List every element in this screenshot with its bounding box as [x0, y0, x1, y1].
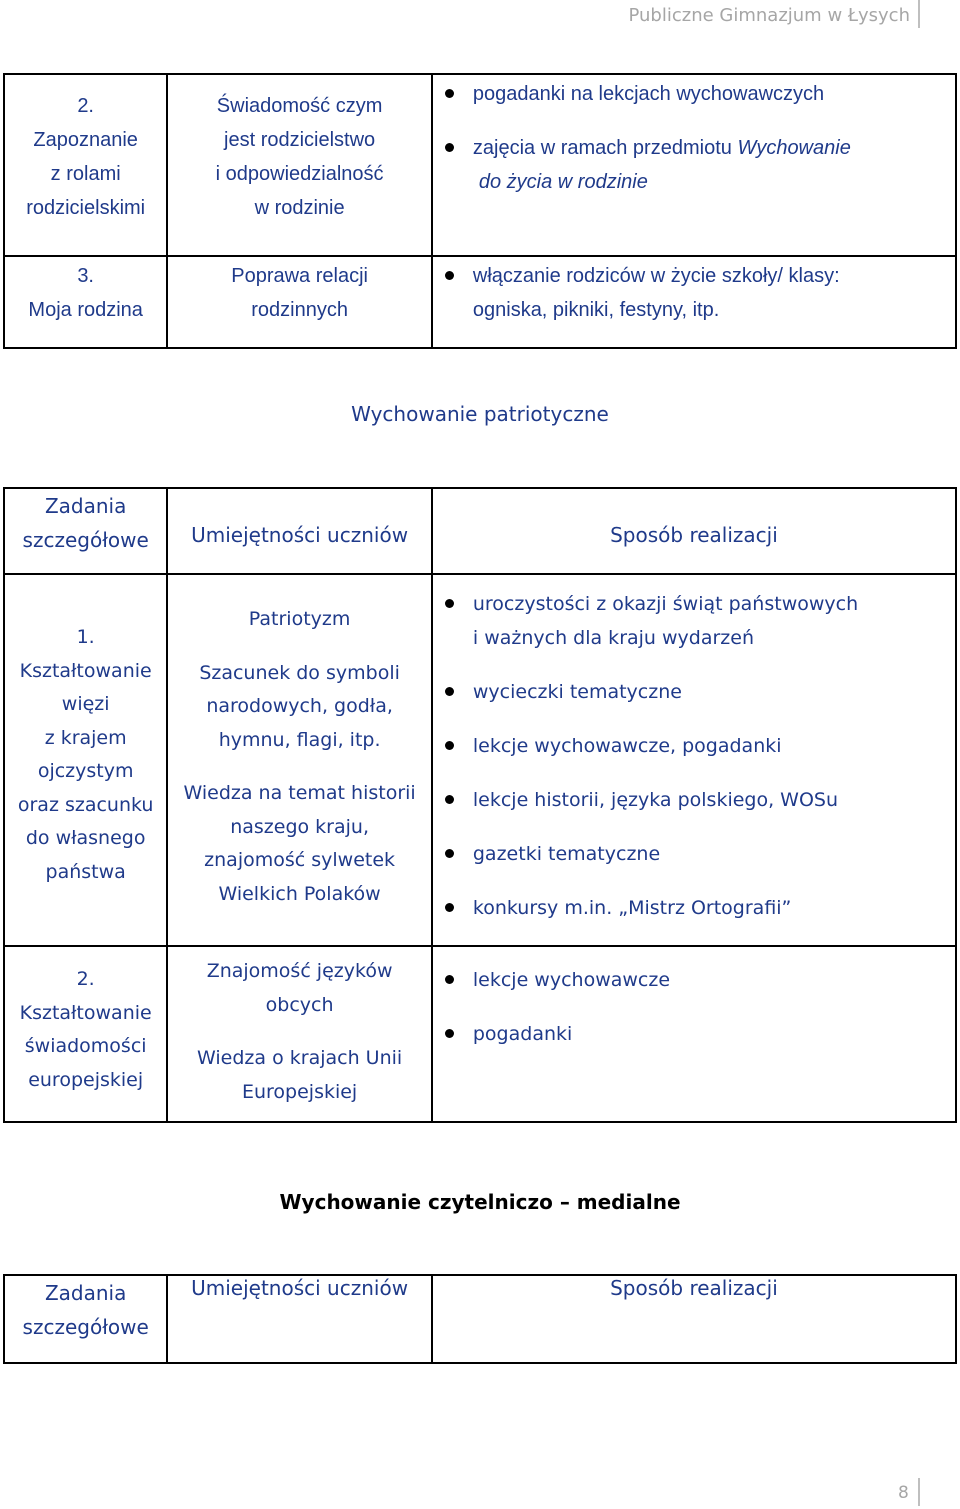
method-text: włączanie rodziców w życie szkoły/ klasy:: [472, 265, 840, 287]
method-text: i ważnych dla kraju wydarzeń: [472, 627, 755, 649]
task-line: Zapoznanie: [33, 129, 138, 151]
header-cell-skills: Umiejętności uczniów: [167, 1275, 432, 1363]
list-item: [433, 131, 955, 199]
task-line: oraz szacunku: [17, 793, 154, 816]
skills-line: obcych: [265, 993, 334, 1016]
list-item: konkursy m.in. „Mistrz Ortografii”: [433, 891, 955, 925]
method-italic: do życia w rodzinie: [478, 171, 648, 193]
task-line: Kształtowanie: [19, 1001, 152, 1024]
task-number: 2.: [76, 968, 95, 990]
skills-line: w rodzinie: [254, 197, 345, 219]
skills-line: Wielkich Polaków: [218, 882, 381, 905]
family-roles-table: [3, 73, 957, 349]
patriotic-table: [3, 487, 957, 1123]
table-header-row: [4, 488, 956, 574]
skills-line: Świadomość czym: [216, 95, 383, 117]
page-number: 8: [898, 1483, 909, 1503]
footer-divider: [918, 1478, 920, 1506]
task-line: rodzicielskimi: [26, 197, 146, 219]
header-cell-skills: Umiejętności uczniów: [167, 488, 432, 574]
task-line: ojczystym: [37, 760, 134, 782]
task-line: państwa: [45, 860, 126, 883]
skills-line: Wiedza na temat historii: [183, 782, 416, 804]
skills-line: hymnu, flagi, itp.: [218, 728, 381, 751]
section-title-media: Wychowanie czytelniczo – medialne: [279, 1190, 681, 1214]
header-cell-methods: Sposób realizacji: [432, 1275, 956, 1363]
list-item: gazetki tematyczne: [433, 837, 955, 871]
list-item: lekcje historii, języka polskiego, WOSu: [433, 783, 955, 817]
task-number: 1.: [76, 626, 95, 648]
task-line: z rolami: [50, 163, 121, 185]
task-line: europejskiej: [28, 1068, 144, 1091]
skills-cell: [167, 74, 432, 256]
media-table: [3, 1274, 957, 1364]
method-text: ogniska, pikniki, festyny, itp.: [472, 299, 720, 321]
methods-list: [433, 77, 955, 199]
method-italic: Wychowanie: [737, 137, 851, 159]
header-label: Zadania: [44, 494, 127, 518]
list-item: wycieczki tematyczne: [433, 675, 955, 709]
task-line: więzi: [61, 693, 110, 715]
table-row: [4, 574, 956, 946]
task-cell: [4, 574, 167, 946]
task-line: z krajem: [44, 726, 127, 749]
task-line: Kształtowanie: [19, 659, 152, 682]
task-cell: [4, 256, 167, 348]
task-number: 2.: [77, 95, 94, 117]
task-cell: [4, 946, 167, 1122]
methods-list: [433, 963, 955, 1051]
task-line: Moja rodzina: [28, 299, 143, 321]
skills-line: Wiedza o krajach Unii: [197, 1047, 403, 1069]
list-item: pogadanki na lekcjach wychowawczych: [433, 77, 955, 111]
table-row: [4, 74, 956, 256]
list-item: [433, 587, 955, 655]
table-header-row: [4, 1275, 956, 1363]
methods-cell: [432, 74, 956, 256]
header-label: szczegółowe: [22, 528, 149, 552]
section-title-patriotic: Wychowanie patriotyczne: [351, 402, 609, 426]
skills-heading: Patriotyzm: [248, 608, 351, 630]
list-item: pogadanki: [433, 1017, 955, 1051]
skills-line: Znajomość języków: [206, 960, 393, 982]
list-item: lekcje wychowawcze: [433, 963, 955, 997]
header-cell-tasks: [4, 488, 167, 574]
header-label: szczegółowe: [22, 1315, 149, 1339]
skills-cell: [167, 256, 432, 348]
list-item: [433, 259, 955, 327]
method-text: uroczystości z okazji świąt państwowych: [472, 593, 859, 615]
methods-list: [433, 587, 955, 925]
table-row: [4, 256, 956, 348]
methods-cell: [432, 574, 956, 946]
skills-line: jest rodzicielstwo: [224, 129, 376, 151]
header-cell-methods: Sposób realizacji: [432, 488, 956, 574]
header-divider: [918, 0, 920, 28]
skills-line: Europejskiej: [241, 1080, 358, 1103]
skills-line: Szacunek do symboli: [199, 661, 400, 684]
header-cell-tasks: [4, 1275, 167, 1363]
skills-cell: [167, 946, 432, 1122]
method-text: zajęcia w ramach przedmiotu: [472, 137, 732, 159]
task-number: 3.: [77, 265, 94, 287]
skills-line: i odpowiedzialność: [215, 163, 384, 185]
page-header-text: Publiczne Gimnazjum w Łysych: [628, 5, 910, 26]
skills-cell: [167, 574, 432, 946]
task-line: świadomości: [24, 1035, 147, 1057]
task-cell: [4, 74, 167, 256]
table-row: [4, 946, 956, 1122]
methods-list: [433, 259, 955, 327]
header-label: Zadania: [44, 1281, 127, 1305]
skills-line: naszego kraju,: [230, 815, 369, 838]
list-item: lekcje wychowawcze, pogadanki: [433, 729, 955, 763]
skills-line: narodowych, godła,: [206, 695, 393, 717]
skills-line: znajomość sylwetek: [204, 849, 396, 871]
methods-cell: [432, 946, 956, 1122]
task-line: do własnego: [25, 827, 146, 849]
methods-cell: [432, 256, 956, 348]
skills-line: Poprawa relacji: [231, 265, 368, 287]
skills-line: rodzinnych: [251, 299, 348, 321]
